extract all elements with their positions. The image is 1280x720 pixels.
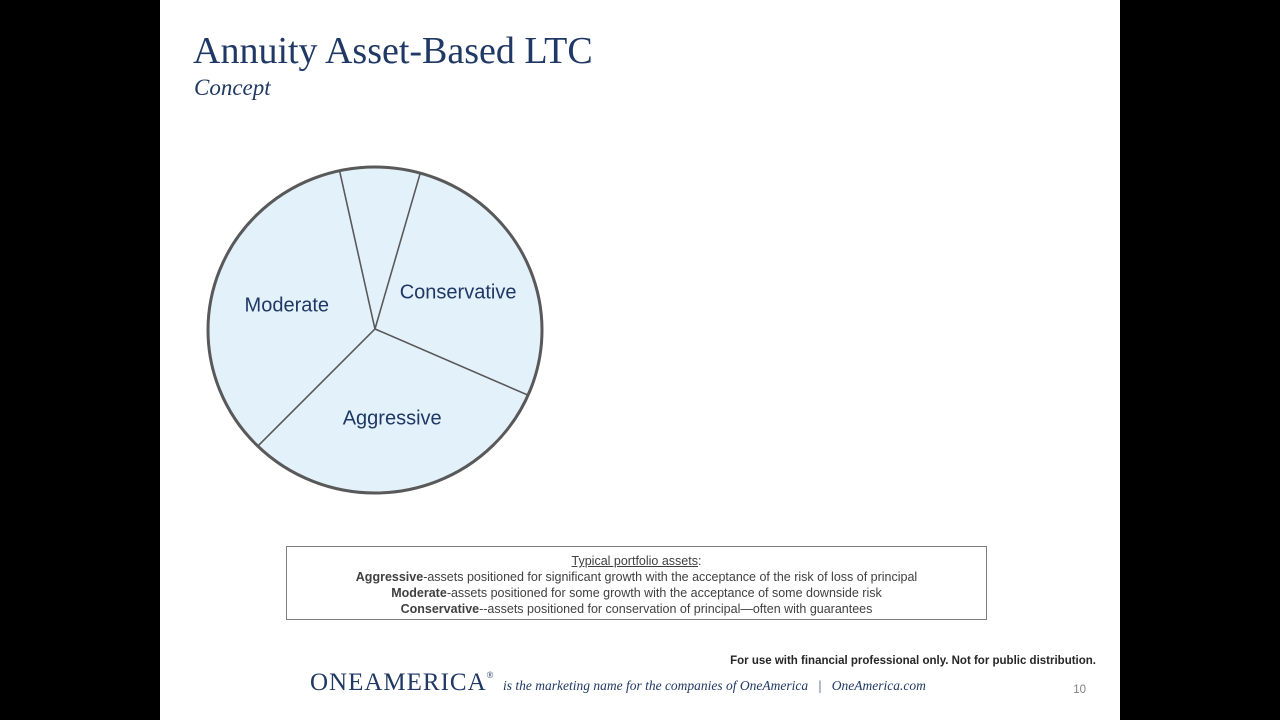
oneamerica-logo (310, 669, 495, 696)
definition-term: Conservative (400, 602, 480, 616)
footer-separator: | (818, 678, 822, 693)
definitions-heading: Typical portfolio assets (571, 554, 698, 568)
website-link[interactable]: OneAmerica.com (831, 678, 926, 693)
slide (160, 0, 1120, 720)
definition-text: -assets positioned for significant growth with the acceptance of the risk of loss of principal (423, 570, 918, 584)
footer-branding (310, 669, 926, 699)
slice-label-moderate: Moderate (244, 294, 330, 317)
slice-label-aggressive: Aggressive (342, 407, 442, 430)
distribution-disclaimer: For use with financial professional only. Not for public distribution. (730, 655, 1096, 667)
definitions-heading-colon: : (697, 554, 702, 568)
brand-name: ONEAMERICA (310, 669, 487, 696)
definitions-heading-line (287, 553, 986, 569)
registered-mark: ® (486, 670, 495, 680)
slide-subtitle: Concept (194, 75, 271, 100)
pie-slices (208, 167, 542, 493)
slice-label-conservative: Conservative (399, 281, 517, 304)
page-number: 10 (1073, 684, 1086, 696)
definition-text: -assets positioned for some growth with the acceptance of some downside risk (446, 586, 882, 600)
definition-term: Moderate (391, 586, 447, 600)
definition-text: --assets positioned for conservation of principal—often with guarantees (479, 602, 873, 616)
definition-moderate (287, 585, 986, 601)
definition-conservative (287, 601, 986, 617)
portfolio-definitions-box (286, 546, 987, 620)
brand-tagline: is the marketing name for the companies of OneAmerica (502, 678, 809, 693)
definition-term: Aggressive (355, 570, 424, 584)
definition-aggressive (287, 569, 986, 585)
slide-title: Annuity Asset-Based LTC (193, 30, 593, 72)
